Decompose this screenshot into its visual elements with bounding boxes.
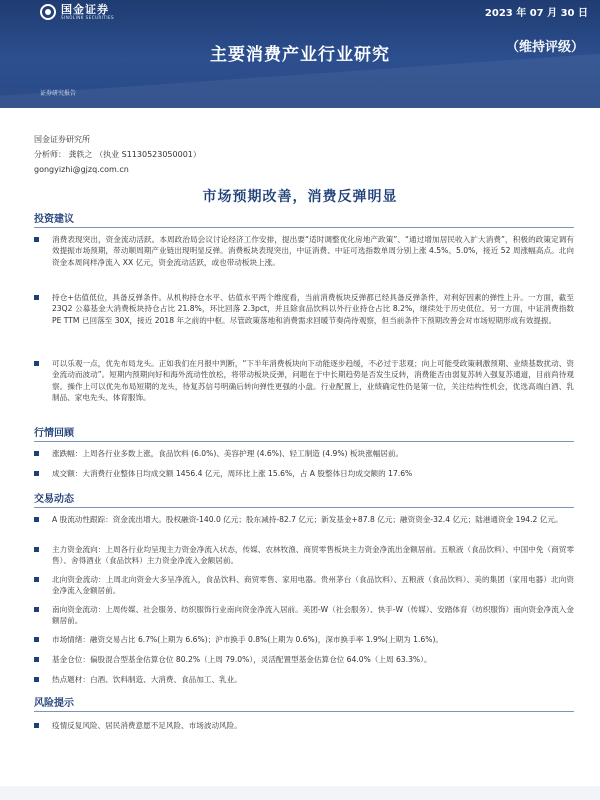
paragraph bbox=[34, 720, 574, 731]
paragraph-text: 消费表现突出，资金流动活跃。本周政治局会议讨论经济工作安排，提出要“适时调整优化房地产政策”、“通过增加居民收入扩大消费”，积极的政策定调有效提振市场预期，带动顺周期产业链出现明显反弹。消费板块表现突出，中证消费、中证可选指数单周分别上涨 4.5%、5.0%，接近 52 周涨幅高点。北向资金本周间样净流入 XX 亿元，资金流动活跃，或也带动板块上涨。 bbox=[52, 235, 574, 267]
rating-label: （维持评级） bbox=[505, 40, 584, 55]
paragraph bbox=[34, 604, 574, 627]
square-bullet-icon bbox=[34, 237, 39, 242]
square-bullet-icon bbox=[34, 657, 39, 662]
section-title: 投资建议 bbox=[34, 214, 74, 225]
section-risk-warning bbox=[34, 694, 574, 712]
paragraph-text: 市场情绪：融资交易占比 6.7%(上期为 6.6%)；沪市换手 0.8%(上期为 0.6%)，深市换手率 1.9%(上期为 1.6%)。 bbox=[52, 635, 444, 644]
paragraph bbox=[34, 234, 574, 268]
report-header bbox=[0, 0, 600, 108]
square-bullet-icon bbox=[34, 517, 39, 522]
paragraph-text: 热点题材：白酒、饮料制造、大消费、食品加工、乳业。 bbox=[52, 675, 242, 684]
paragraph-text: 南向资金流动：上周传媒、社会服务、纺织服饰行业南向资金净流入居前。美团-W（社会服务）、快手-W（传媒）、安踏体育（纺织服饰）南向资金净流入金额居前。 bbox=[52, 605, 574, 626]
square-bullet-icon bbox=[34, 451, 39, 456]
paragraph-text: 北向资金流动：上周北向资金大多呈净流入，食品饮料、商贸零售、家用电器。贵州茅台（食品饮料）、五粮液（食品饮料）、美的集团（家用电器）北向资金净流入金额居前。 bbox=[52, 575, 574, 596]
report-date: 2023 年 07 月 30 日 bbox=[484, 8, 588, 19]
paragraph bbox=[34, 634, 574, 645]
paragraph bbox=[34, 544, 574, 567]
analyst-name: 分析师： 龚轶之 （执业 S1130523050001） bbox=[34, 150, 201, 159]
square-bullet-icon bbox=[34, 677, 39, 682]
analyst-email: gongyizhi@gjzq.com.cn bbox=[34, 165, 129, 174]
square-bullet-icon bbox=[34, 361, 39, 366]
paragraph bbox=[34, 574, 574, 597]
paragraph bbox=[34, 654, 574, 665]
paragraph-text: 基金仓位：偏股混合型基金估算仓位 80.2%（上周 79.0%），灵活配置型基金估算仓位 64.0%（上周 63.3%）。 bbox=[52, 655, 432, 664]
section-investment-advice bbox=[34, 210, 574, 228]
square-bullet-icon bbox=[34, 547, 39, 552]
paragraph-text: 疫情反复风险、居民消费意愿不足风险、市场波动风险。 bbox=[52, 721, 242, 730]
paragraph bbox=[34, 674, 574, 685]
section-title: 风险提示 bbox=[34, 698, 74, 709]
page-footer-bar bbox=[0, 786, 600, 800]
company-logo bbox=[40, 4, 114, 20]
paragraph bbox=[34, 514, 574, 525]
square-bullet-icon bbox=[34, 471, 39, 476]
report-subtitle: 市场预期改善，消费反弹明显 bbox=[202, 189, 398, 205]
institute-name: 国金证券研究所 bbox=[34, 135, 90, 144]
square-bullet-icon bbox=[34, 295, 39, 300]
paragraph bbox=[34, 292, 574, 326]
logo-text: 国金证券 bbox=[61, 3, 109, 16]
section-title: 交易动态 bbox=[34, 494, 74, 505]
paragraph-text: A 股流动性跟踪：资金流出增大。股权融资-140.0 亿元；股东减持-82.7 亿元；新发基金+87.8 亿元；融资资金-32.4 亿元；陆港通资金 194.2 亿元。 bbox=[52, 515, 563, 524]
paragraph bbox=[34, 448, 574, 459]
paragraph bbox=[34, 468, 574, 479]
paragraph-text: 持仓+估值低位，具备反弹条件。从机构持仓水平、估值水平两个维度看，当前消费板块反弹都已经具备反弹条件，对利好因素的弹性上升。一方面，截至 23Q2 公募基金大消费板块持仓占比 21.8%，环比回落 2.3pct，并且除食品饮料以外行业持仓占比 8.2%，继续处于历史低位。另一方面，中证消费指数 PE TTM 已回落至 30X，接近 2018 年之前的中枢。尽管政策落地和消费需求回暖节奏尚待观察，但当前条件下预期改善会对市场短期形成有效提振。 bbox=[52, 293, 574, 325]
paragraph-text: 成交额：大消费行业整体日均成交额 1456.4 亿元，周环比上涨 15.6%，占 A 股整体日均成交额的 17.6% bbox=[52, 469, 413, 478]
report-type: 证券研究报告 bbox=[40, 90, 77, 97]
square-bullet-icon bbox=[34, 723, 39, 728]
logo-circle-icon bbox=[40, 4, 56, 20]
square-bullet-icon bbox=[34, 637, 39, 642]
paragraph bbox=[34, 358, 574, 404]
section-title: 行情回顾 bbox=[34, 428, 74, 439]
paragraph-text: 主力资金流向：上周各行业均呈现主力资金净流入状态，传媒、农林牧渔、商贸零售板块主力资金净流出金额居前。五粮液（食品饮料）、中国中免（商贸零售）、舍得酒业（食品饮料）主力资金净流入金额居前。 bbox=[52, 545, 574, 566]
paragraph-text: 涨跌幅：上周各行业多数上涨，食品饮料 (6.0%)、美容护理 (4.6%)、轻工制造 (4.9%) 板块涨幅居前。 bbox=[52, 449, 404, 458]
author-info bbox=[34, 132, 201, 177]
square-bullet-icon bbox=[34, 577, 39, 582]
square-bullet-icon bbox=[34, 607, 39, 612]
report-title: 主要消费产业行业研究 bbox=[210, 45, 390, 65]
logo-subtext: SINOLINK SECURITIES bbox=[61, 15, 115, 20]
section-market-review bbox=[34, 424, 574, 442]
section-trading-dynamics bbox=[34, 490, 574, 508]
paragraph-text: 可以乐观一点，优先布局龙头。正如我们在月报中判断，“下半年消费板块向下动能逐步趋缓，不必过于悲观；向上可能受政策刺激预期、业绩基数扰动、资金流动而波动”。短期内预期向好和海外流动性放松，将带动板块反弹，问题在于中长期趋势是否发生反转，消费能否由弱复苏转入强复苏通道，目前尚待观察。操作上可以优先布局短期的龙头，待复苏信号明确后转向弹性更强的小盘。行业配置上，业绩确定性仍是第一位，关注结构性机会，优选高端白酒、乳制品、家电先头、体育服饰。 bbox=[52, 359, 574, 403]
